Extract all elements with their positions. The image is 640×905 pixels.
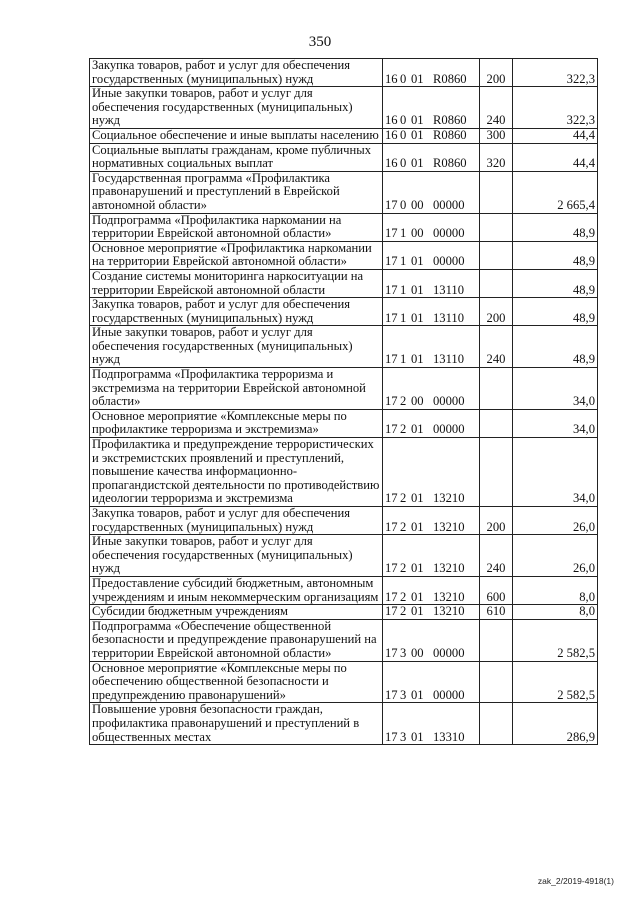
measure-code: 01 [411, 422, 424, 437]
measure-code: 01 [411, 589, 424, 604]
row-name: Иные закупки товаров, работ и услуг для обеспечения государственных (муниципальных) нужд [90, 87, 383, 129]
subprogram-code: 3 [400, 687, 407, 702]
measure-code: 01 [411, 491, 424, 506]
subprogram-code: 2 [400, 519, 407, 534]
row-code [383, 409, 480, 437]
program-code: 17 [385, 561, 398, 576]
table-row [90, 703, 598, 745]
subprogram-code: 2 [400, 491, 407, 506]
subprogram-code: 0 [400, 156, 407, 171]
row-code [383, 368, 480, 410]
subprogram-code: 1 [400, 310, 407, 325]
subprogram-code: 1 [400, 254, 407, 269]
document-code: zak_2/2019-4918(1) [537, 876, 614, 886]
measure-code: 01 [411, 254, 424, 269]
table-row [90, 241, 598, 269]
program-code: 17 [385, 589, 398, 604]
table-row [90, 59, 598, 87]
table-row [90, 171, 598, 213]
table-row [90, 438, 598, 507]
direction-code: 13210 [433, 604, 465, 619]
row-amount: 26,0 [513, 507, 598, 535]
measure-code: 01 [411, 519, 424, 534]
program-code: 17 [385, 422, 398, 437]
direction-code: 00000 [433, 394, 465, 409]
row-name: Подпрограмма «Профилактика терроризма и экстремизма на территории Еврейской автономной области» [90, 368, 383, 410]
row-code [383, 87, 480, 129]
expense-type-code [480, 438, 513, 507]
expense-type-code: 200 [480, 507, 513, 535]
program-code: 17 [385, 394, 398, 409]
subprogram-code: 0 [400, 71, 407, 86]
expense-type-code: 300 [480, 128, 513, 143]
table-row [90, 368, 598, 410]
row-amount: 26,0 [513, 535, 598, 577]
program-code: 17 [385, 491, 398, 506]
row-amount: 34,0 [513, 409, 598, 437]
measure-code: 01 [411, 71, 424, 86]
row-code [383, 438, 480, 507]
subprogram-code: 2 [400, 589, 407, 604]
subprogram-code: 3 [400, 729, 407, 744]
row-amount: 2 582,5 [513, 619, 598, 661]
expense-type-code: 240 [480, 326, 513, 368]
direction-code: 13110 [433, 282, 465, 297]
expense-type-code [480, 409, 513, 437]
expense-type-code [480, 269, 513, 297]
table-row [90, 269, 598, 297]
expense-type-code [480, 661, 513, 703]
measure-code: 01 [411, 352, 424, 367]
direction-code: 13110 [433, 352, 465, 367]
table-row [90, 87, 598, 129]
table-row [90, 213, 598, 241]
row-code [383, 241, 480, 269]
table-row [90, 535, 598, 577]
subprogram-code: 0 [400, 197, 407, 212]
program-code: 17 [385, 687, 398, 702]
direction-code: R0860 [433, 156, 467, 171]
direction-code: R0860 [433, 71, 467, 86]
row-name: Закупка товаров, работ и услуг для обеспечения государственных (муниципальных) нужд [90, 507, 383, 535]
row-amount: 34,0 [513, 438, 598, 507]
row-code [383, 128, 480, 143]
row-amount: 48,9 [513, 326, 598, 368]
subprogram-code: 1 [400, 226, 407, 241]
row-amount: 322,3 [513, 87, 598, 129]
subprogram-code: 2 [400, 422, 407, 437]
subprogram-code: 2 [400, 604, 407, 619]
measure-code: 01 [411, 310, 424, 325]
row-name: Закупка товаров, работ и услуг для обеспечения государственных (муниципальных) нужд [90, 59, 383, 87]
program-code: 17 [385, 352, 398, 367]
measure-code: 01 [411, 687, 424, 702]
subprogram-code: 1 [400, 282, 407, 297]
row-amount: 2 665,4 [513, 171, 598, 213]
subprogram-code: 3 [400, 645, 407, 660]
row-code [383, 605, 480, 620]
program-code: 17 [385, 729, 398, 744]
row-code [383, 535, 480, 577]
subprogram-code: 2 [400, 394, 407, 409]
row-name: Субсидии бюджетным учреждениям [90, 605, 383, 620]
expense-type-code: 600 [480, 576, 513, 604]
expense-type-code: 200 [480, 298, 513, 326]
direction-code: 13110 [433, 310, 465, 325]
measure-code: 00 [411, 226, 424, 241]
table-row [90, 619, 598, 661]
row-code [383, 619, 480, 661]
row-name: Социальные выплаты гражданам, кроме публичных нормативных социальных выплат [90, 143, 383, 171]
budget-table-body [90, 59, 598, 745]
subprogram-code: 2 [400, 561, 407, 576]
row-amount: 322,3 [513, 59, 598, 87]
row-code [383, 171, 480, 213]
direction-code: R0860 [433, 128, 467, 142]
page-number: 350 [308, 34, 332, 50]
budget-table [89, 58, 598, 745]
expense-type-code: 200 [480, 59, 513, 87]
measure-code: 01 [411, 156, 424, 171]
table-row [90, 661, 598, 703]
program-code: 16 [385, 113, 398, 128]
direction-code: 00000 [433, 687, 465, 702]
row-name: Основное мероприятие «Комплексные меры по профилактике терроризма и экстремизма» [90, 409, 383, 437]
row-name: Социальное обеспечение и иные выплаты населению [90, 128, 383, 143]
program-code: 16 [385, 71, 398, 86]
direction-code: R0860 [433, 113, 467, 128]
measure-code: 00 [411, 394, 424, 409]
program-code: 17 [385, 310, 398, 325]
direction-code: 13210 [433, 561, 465, 576]
table-row [90, 298, 598, 326]
direction-code: 00000 [433, 226, 465, 241]
measure-code: 01 [411, 729, 424, 744]
row-name: Основное мероприятие «Комплексные меры по обеспечению общественной безопасности и предупреждению правонарушений» [90, 661, 383, 703]
row-code [383, 143, 480, 171]
table-row [90, 409, 598, 437]
row-name: Иные закупки товаров, работ и услуг для обеспечения государственных (муниципальных) нужд [90, 326, 383, 368]
row-amount: 44,4 [513, 143, 598, 171]
row-name: Государственная программа «Профилактика правонарушений и преступлений в Еврейской автономной области» [90, 171, 383, 213]
table-row [90, 143, 598, 171]
row-amount: 48,9 [513, 213, 598, 241]
subprogram-code: 0 [400, 113, 407, 128]
row-amount: 2 582,5 [513, 661, 598, 703]
row-name: Основное мероприятие «Профилактика наркомании на территории Еврейской автономной области» [90, 241, 383, 269]
row-code [383, 703, 480, 745]
measure-code: 01 [411, 113, 424, 128]
expense-type-code: 240 [480, 87, 513, 129]
program-code: 17 [385, 226, 398, 241]
direction-code: 13210 [433, 519, 465, 534]
measure-code: 01 [411, 282, 424, 297]
measure-code: 00 [411, 645, 424, 660]
direction-code: 13210 [433, 589, 465, 604]
row-amount: 48,9 [513, 241, 598, 269]
expense-type-code: 610 [480, 605, 513, 620]
table-row [90, 326, 598, 368]
row-code [383, 59, 480, 87]
row-code [383, 576, 480, 604]
row-name: Подпрограмма «Обеспечение общественной безопасности и предупреждение правонарушений на территории Еврейской автономной области» [90, 619, 383, 661]
row-name: Закупка товаров, работ и услуг для обеспечения государственных (муниципальных) нужд [90, 298, 383, 326]
row-amount: 48,9 [513, 298, 598, 326]
measure-code: 01 [411, 128, 424, 142]
measure-code: 01 [411, 561, 424, 576]
row-code [383, 213, 480, 241]
direction-code: 13210 [433, 491, 465, 506]
row-amount: 8,0 [513, 605, 598, 620]
program-code: 17 [385, 254, 398, 269]
expense-type-code [480, 213, 513, 241]
direction-code: 00000 [433, 254, 465, 269]
row-code [383, 326, 480, 368]
program-code: 16 [385, 156, 398, 171]
program-code: 17 [385, 645, 398, 660]
row-amount: 286,9 [513, 703, 598, 745]
expense-type-code: 240 [480, 535, 513, 577]
expense-type-code [480, 703, 513, 745]
expense-type-code: 320 [480, 143, 513, 171]
direction-code: 13310 [433, 729, 465, 744]
direction-code: 00000 [433, 645, 465, 660]
program-code: 17 [385, 604, 398, 619]
row-amount: 34,0 [513, 368, 598, 410]
subprogram-code: 0 [400, 128, 407, 142]
row-code [383, 507, 480, 535]
row-code [383, 269, 480, 297]
row-name: Повышение уровня безопасности граждан, профилактика правонарушений и преступлений в общественных местах [90, 703, 383, 745]
table-row [90, 128, 598, 143]
expense-type-code [480, 241, 513, 269]
program-code: 17 [385, 282, 398, 297]
row-name: Создание системы мониторинга наркоситуации на территории Еврейской автономной области [90, 269, 383, 297]
row-name: Подпрограмма «Профилактика наркомании на территории Еврейской автономной области» [90, 213, 383, 241]
expense-type-code [480, 171, 513, 213]
table-row [90, 576, 598, 604]
measure-code: 01 [411, 604, 424, 619]
row-name: Иные закупки товаров, работ и услуг для обеспечения государственных (муниципальных) нужд [90, 535, 383, 577]
direction-code: 00000 [433, 197, 465, 212]
measure-code: 00 [411, 197, 424, 212]
program-code: 17 [385, 197, 398, 212]
program-code: 17 [385, 519, 398, 534]
expense-type-code [480, 368, 513, 410]
row-amount: 44,4 [513, 128, 598, 143]
row-name: Профилактика и предупреждение террористических и экстремистских проявлений и преступлений, повышение качества информационно-пропагандистской деятельности по противодействию идеологии терроризма и экстремизма [90, 438, 383, 507]
subprogram-code: 1 [400, 352, 407, 367]
row-code [383, 298, 480, 326]
row-amount: 8,0 [513, 576, 598, 604]
table-row [90, 507, 598, 535]
direction-code: 00000 [433, 422, 465, 437]
row-amount: 48,9 [513, 269, 598, 297]
row-name: Предоставление субсидий бюджетным, автономным учреждениям и иным некоммерческим организациям [90, 576, 383, 604]
table-row [90, 605, 598, 620]
program-code: 16 [385, 128, 398, 142]
expense-type-code [480, 619, 513, 661]
row-code [383, 661, 480, 703]
